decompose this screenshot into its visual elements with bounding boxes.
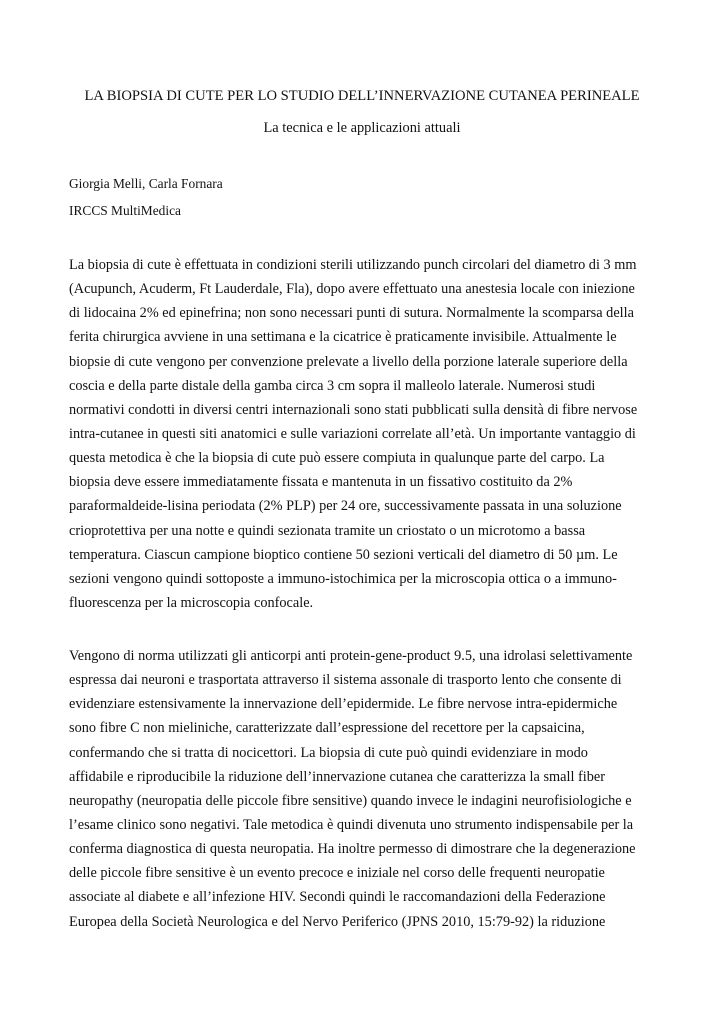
text-line: La biopsia di cute è effettuata in condizioni sterili utilizzando punch circolari del diametro di 3 mm bbox=[69, 257, 637, 273]
document-subtitle: La tecnica e le applicazioni attuali bbox=[263, 120, 461, 136]
text-line: temperatura. Ciascun campione bioptico contiene 50 sezioni verticali del diametro di 50 µm. Le bbox=[69, 546, 618, 563]
text-line: l’esame clinico sono negativi. Tale metodica è quindi divenuta uno strumento indispensabile per la bbox=[69, 816, 634, 833]
text-line: sono fibre C non mieliniche, caratterizzate dall’espressione del recettore per la capsaicina, bbox=[69, 720, 585, 737]
paragraph-1 bbox=[69, 253, 659, 615]
text-line: crioprotettiva per una notte e quindi sezionata tramite un criostato o un microtomo a bassa bbox=[69, 522, 586, 539]
text-line: questa metodica è che la biopsia di cute può essere compiuta in qualunque parte del carpo. La bbox=[69, 450, 605, 467]
text-line: coscia e della parte distale della gamba circa 3 cm sopra il malleolo laterale. Numerosi studi bbox=[69, 377, 596, 394]
text-line: conferma diagnostica di questa neuropatia. Ha inoltre permesso di dimostrare che la degenerazione bbox=[69, 841, 636, 858]
text-line: biopsia deve essere immediatamente fissata e mantenuta in un fissativo costituito da 2% bbox=[69, 474, 573, 491]
text-line: confermando che si tratta di nocicettori. La biopsia di cute può quindi evidenziare in modo bbox=[69, 744, 588, 761]
text-line: paraformaldeide-lisina periodata (2% PLP) per 24 ore, successivamente passata in una soluzione bbox=[69, 498, 622, 515]
text-line: associate al diabete e all’infezione HIV. Secondi quindi le raccomandazioni della Federazione bbox=[69, 889, 606, 906]
text-line: Vengono di norma utilizzati gli anticorpi anti protein-gene-product 9.5, una idrolasi selettivamente bbox=[69, 648, 633, 664]
text-line: evidenziare estensivamente la innervazione dell’epidermide. Le fibre nervose intra-epidermiche bbox=[69, 696, 618, 713]
text-line: ferita chirurgica avviene in una settimana e la cicatrice è praticamente invisibile. Attualmente le bbox=[69, 329, 617, 346]
text-line: sezioni vengono quindi sottoposte a immuno-istochimica per la microscopia ottica o a immuno- bbox=[69, 570, 617, 587]
text-line: Europea della Società Neurologica e del Nervo Periferico (JPNS 2010, 15:79-92) la riduzione bbox=[69, 913, 606, 930]
text-line: delle piccole fibre sensitive è un evento precoce e iniziale nel corso delle frequenti neuropatie bbox=[69, 865, 605, 882]
text-line: di lidocaina 2% ed epinefrina; non sono necessari punti di sutura. Normalmente la scomparsa della bbox=[69, 305, 634, 322]
text-line: intra-cutanee in questi siti anatomici e sulle variazioni correlate all’età. Un importante vantaggio di bbox=[69, 425, 636, 442]
text-line: normativi condotti in diversi centri internazionali sono stati pubblicati sulla densità di fibre nervose bbox=[69, 401, 638, 418]
text-line: (Acupunch, Acuderm, Ft Lauderdale, Fla), dopo avere effettuato una anestesia locale con iniezione bbox=[69, 281, 635, 298]
text-line: neuropathy (neuropatia delle piccole fibre sensitive) quando invece le indagini neurofisiologiche e bbox=[69, 792, 632, 809]
text-line: biopsie di cute vengono per convenzione prelevate a livello della porzione laterale superiore della bbox=[69, 353, 628, 370]
affiliation: IRCCS MultiMedica bbox=[69, 203, 181, 218]
document-title: LA BIOPSIA DI CUTE PER LO STUDIO DELL’INNERVAZIONE CUTANEA PERINEALE bbox=[84, 88, 640, 104]
authors: Giorgia Melli, Carla Fornara bbox=[69, 176, 223, 191]
text-line: affidabile e riproducibile la riduzione dell’innervazione cutanea che caratterizza la small fiber bbox=[69, 768, 605, 785]
paragraph-2 bbox=[69, 644, 659, 934]
text-line: espressa dai neuroni e trasportata attraverso il sistema assonale di trasporto lento che consente di bbox=[69, 672, 622, 689]
text-line: fluorescenza per la microscopia confocale. bbox=[69, 594, 314, 611]
